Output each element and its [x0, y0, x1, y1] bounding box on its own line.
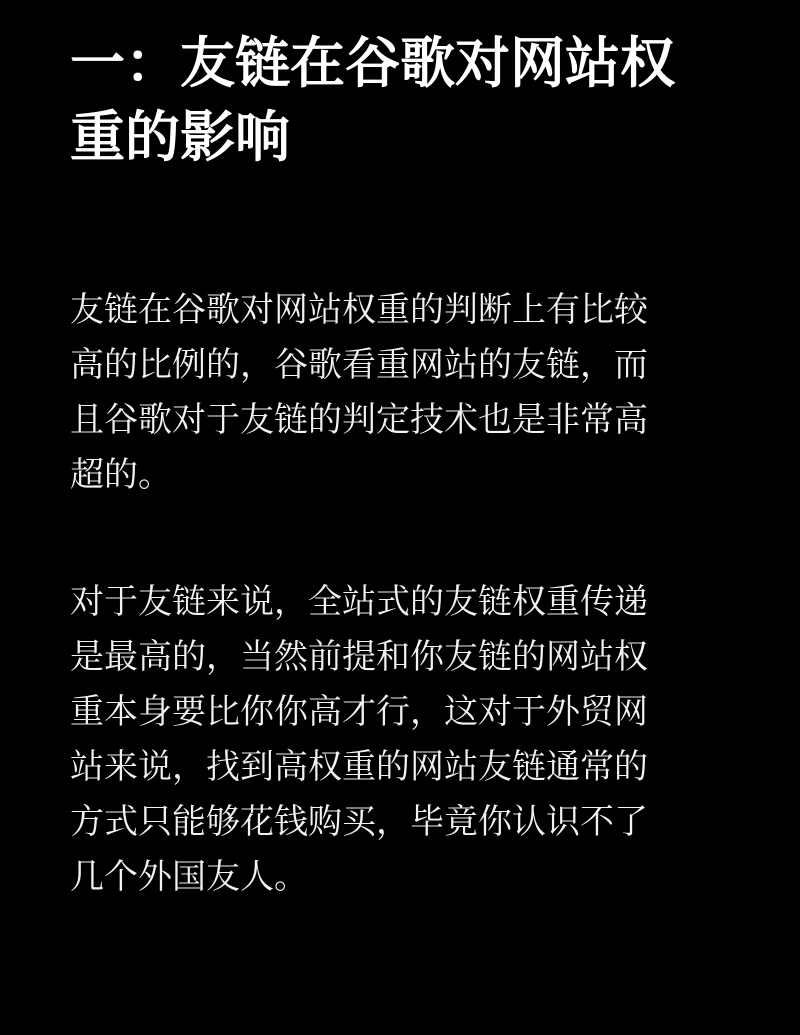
paragraph-spacer [70, 503, 730, 575]
body-paragraph-1: 友链在谷歌对网站权重的判断上有比较高的比例的，谷歌看重网站的友链，而且谷歌对于友链的判定技术也是非常高超的。 [70, 290, 648, 494]
page-title: 一：友链在谷歌对网站权重的影响 [70, 32, 676, 169]
body-paragraph-2: 对于友链来说，全站式的友链权重传递是最高的，当然前提和你友链的网站权重本身要比你你高才行，这对于外贸网站来说，找到高权重的网站友链通常的方式只能够花钱购买，毕竟你认识不了几个外国友人。 [70, 582, 648, 897]
title-body-spacer [70, 175, 730, 283]
